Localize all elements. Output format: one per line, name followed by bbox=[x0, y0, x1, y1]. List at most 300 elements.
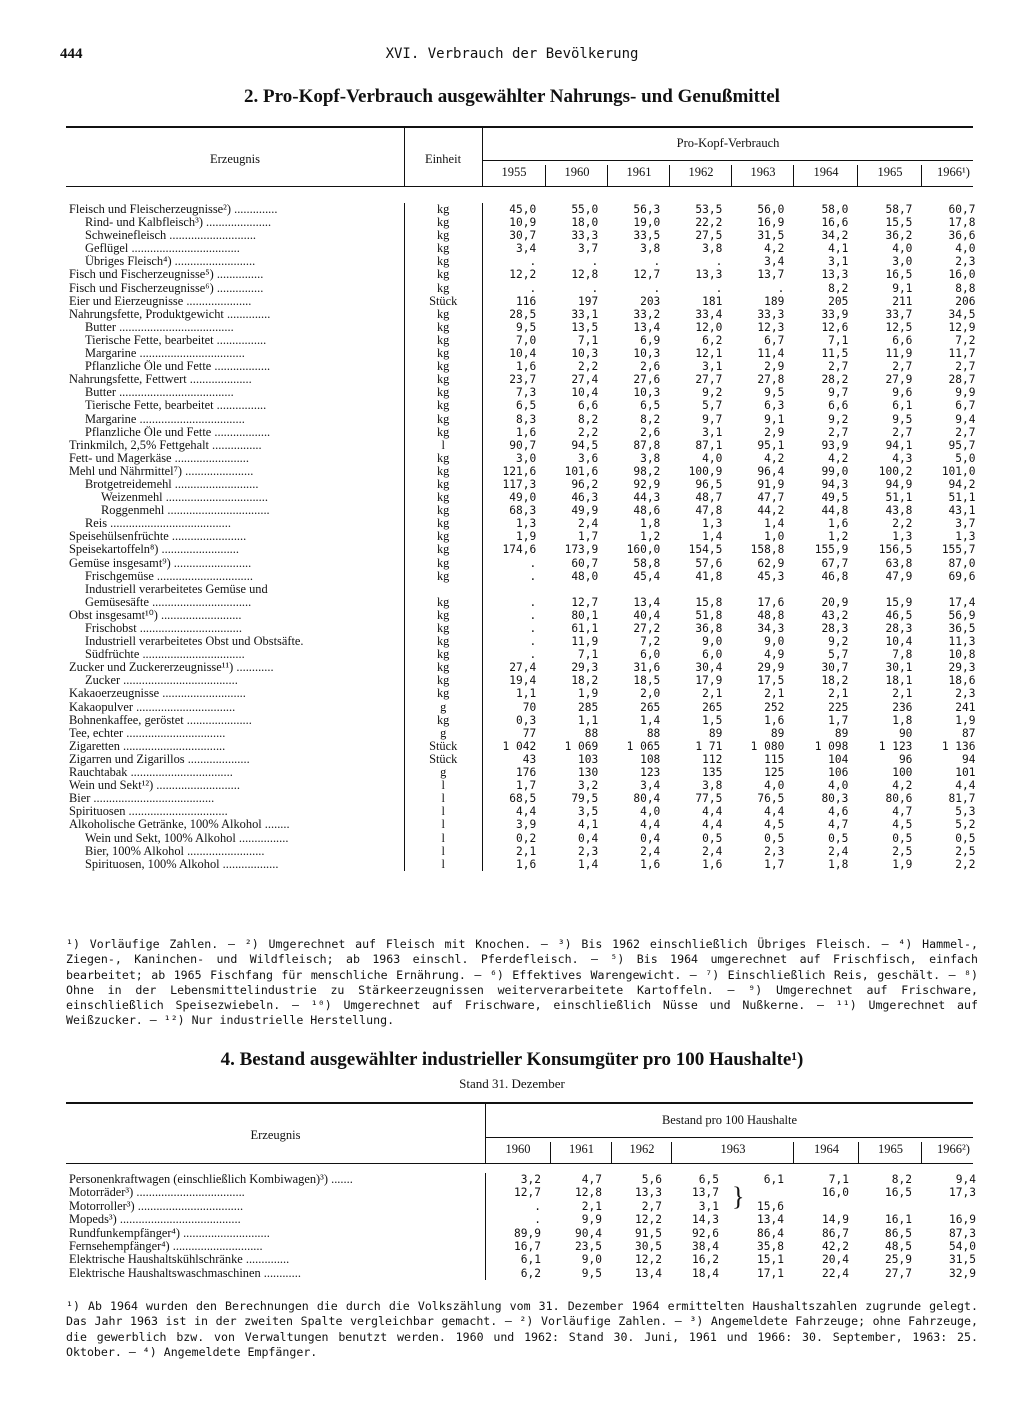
row-unit: kg bbox=[404, 386, 482, 399]
row-value: 33,7 bbox=[885, 307, 913, 321]
table-row bbox=[66, 360, 984, 373]
row-value: 12,2 bbox=[635, 1253, 662, 1267]
row-value: 0,5 bbox=[764, 831, 785, 845]
row-value: 6,5 bbox=[516, 399, 537, 413]
row-value: 1,6 bbox=[828, 517, 849, 531]
row-value: 81,7 bbox=[948, 792, 976, 806]
row-value: 2,1 bbox=[828, 687, 849, 701]
row-value: 9,0 bbox=[702, 635, 723, 649]
row-value: 7,1 bbox=[578, 333, 599, 347]
row-value: 3,0 bbox=[516, 451, 537, 465]
row-value: 1,4 bbox=[640, 713, 661, 727]
row-value: 44,3 bbox=[633, 491, 661, 505]
table2-title: 2. Pro-Kopf-Verbrauch ausgewählter Nahrungs- und Genußmittel bbox=[244, 86, 780, 107]
row-value: 6,7 bbox=[764, 333, 785, 347]
row-value: 48,8 bbox=[757, 608, 785, 622]
row-value: 0,5 bbox=[892, 831, 913, 845]
row-value: 16,7 bbox=[514, 1240, 541, 1254]
row-value: . bbox=[653, 255, 661, 269]
row-value: 6,9 bbox=[640, 333, 661, 347]
row-value: 12,2 bbox=[635, 1213, 662, 1227]
row-value: 1,7 bbox=[764, 857, 785, 871]
row-value: 13,7 bbox=[757, 268, 785, 282]
row-value: 36,2 bbox=[885, 229, 913, 243]
table4-year-header: 1966²) bbox=[921, 1142, 985, 1163]
row-value: 27,4 bbox=[571, 373, 599, 387]
row-value: 7,3 bbox=[516, 386, 537, 400]
row-value: 6,5 bbox=[640, 399, 661, 413]
row-value: 1 042 bbox=[502, 739, 537, 753]
row-value: 18,2 bbox=[571, 674, 599, 688]
row-value: 70 bbox=[522, 700, 537, 714]
row-label: Rauchtabak ................................. bbox=[69, 766, 233, 780]
row-value: 48,7 bbox=[695, 491, 723, 505]
row-value: 174,6 bbox=[502, 543, 537, 557]
row-label: Zucker ..................................... bbox=[85, 674, 238, 688]
table-row bbox=[66, 216, 984, 229]
row-unit: Stück bbox=[404, 295, 482, 308]
row-unit: kg bbox=[404, 714, 482, 727]
row-value: 31,5 bbox=[949, 1253, 976, 1267]
row-value: 4,0 bbox=[828, 779, 849, 793]
row-value: 1,6 bbox=[764, 713, 785, 727]
row-value: 1,3 bbox=[702, 517, 723, 531]
row-value: 13,3 bbox=[695, 268, 723, 282]
row-label: Rundfunkempfänger⁴) ............................ bbox=[66, 1227, 485, 1240]
row-value: 87,0 bbox=[948, 556, 976, 570]
row-value: . bbox=[534, 1213, 541, 1227]
row-unit: kg bbox=[404, 399, 482, 412]
row-label: Brotgetreidemehl ........................... bbox=[85, 477, 259, 491]
row-value: 197 bbox=[578, 294, 599, 308]
row-value: 87,1 bbox=[695, 438, 723, 452]
row-value: 17,9 bbox=[695, 674, 723, 688]
row-value: . bbox=[591, 281, 599, 295]
row-value bbox=[856, 583, 920, 596]
row-value: 9,4 bbox=[955, 1173, 976, 1186]
row-value: 13,4 bbox=[757, 1213, 784, 1227]
row-value: 10,3 bbox=[571, 347, 599, 361]
row-label: Spirituosen, 100% Alkohol .................. bbox=[85, 857, 279, 871]
row-unit: kg bbox=[404, 609, 482, 622]
table-row bbox=[66, 1200, 984, 1213]
row-value: 0,4 bbox=[578, 831, 599, 845]
row-value: 95,1 bbox=[757, 438, 785, 452]
row-value: 18,2 bbox=[821, 674, 849, 688]
row-unit: Stück bbox=[404, 740, 482, 753]
table-row bbox=[66, 478, 984, 491]
row-value: 27,5 bbox=[695, 229, 723, 243]
row-value: 16,0 bbox=[948, 268, 976, 282]
row-label: Mopeds³) ....................................... bbox=[66, 1213, 485, 1226]
row-value: 6,1 bbox=[892, 399, 913, 413]
row-value: 265 bbox=[640, 700, 661, 714]
row-value: 135 bbox=[702, 766, 723, 780]
row-value: 11,3 bbox=[948, 635, 976, 649]
row-value: 2,1 bbox=[516, 844, 537, 858]
row-value: 176 bbox=[516, 766, 537, 780]
row-value: 104 bbox=[828, 752, 849, 766]
row-value: 5,6 bbox=[641, 1173, 662, 1186]
table-row bbox=[66, 740, 984, 753]
row-value: 92,9 bbox=[633, 477, 661, 491]
row-unit: kg bbox=[404, 543, 482, 556]
table4-brace: } bbox=[732, 1182, 745, 1211]
row-value: 7,8 bbox=[892, 648, 913, 662]
row-value: 112 bbox=[702, 752, 723, 766]
row-label: Schweinefleisch ............................ bbox=[85, 229, 257, 243]
row-value: 96,2 bbox=[571, 477, 599, 491]
row-value: 13,3 bbox=[635, 1186, 662, 1200]
row-value: 101,0 bbox=[941, 464, 976, 478]
row-value: 6,5 bbox=[698, 1173, 719, 1186]
row-value: 4,1 bbox=[578, 818, 599, 832]
row-label: Zigarren und Zigarillos .................... bbox=[69, 752, 250, 766]
row-value: 28,3 bbox=[821, 622, 849, 635]
row-unit: kg bbox=[404, 687, 482, 700]
row-unit: kg bbox=[404, 452, 482, 465]
row-value: 12,6 bbox=[821, 320, 849, 334]
row-value: 6,2 bbox=[520, 1266, 541, 1280]
row-value: 285 bbox=[578, 700, 599, 714]
row-label: Zucker und Zuckererzeugnisse¹¹) ............ bbox=[69, 661, 274, 675]
row-value: 30,7 bbox=[821, 661, 849, 675]
row-value: 205 bbox=[828, 294, 849, 308]
row-value: 1,1 bbox=[578, 713, 599, 727]
row-value: 1 136 bbox=[941, 739, 976, 753]
row-value: 3,1 bbox=[702, 425, 723, 439]
row-label: Pflanzliche Öle und Fette .................. bbox=[85, 425, 271, 439]
row-value: 4,4 bbox=[640, 818, 661, 832]
row-value: 46,3 bbox=[571, 491, 599, 505]
row-value: 12,8 bbox=[571, 268, 599, 282]
row-label: Eier und Eierzeugnisse ..................... bbox=[69, 294, 252, 308]
row-value: 16,9 bbox=[949, 1213, 976, 1227]
row-label: Margarine .................................. bbox=[85, 347, 245, 361]
row-value: 1,3 bbox=[955, 530, 976, 544]
table-row bbox=[66, 347, 984, 360]
row-unit: kg bbox=[404, 255, 482, 268]
row-value: . bbox=[529, 635, 537, 649]
row-value: 8,2 bbox=[891, 1173, 912, 1186]
row-value: 61,1 bbox=[571, 622, 599, 635]
row-value: 99,0 bbox=[821, 464, 849, 478]
row-value: 31,6 bbox=[633, 661, 661, 675]
row-value: 33,3 bbox=[757, 307, 785, 321]
row-value: 1 098 bbox=[814, 739, 849, 753]
row-value: 4,9 bbox=[764, 648, 785, 662]
row-value: 6,3 bbox=[764, 399, 785, 413]
row-value: 3,4 bbox=[640, 779, 661, 793]
row-label: Margarine .................................. bbox=[85, 412, 245, 426]
row-value: 116 bbox=[516, 294, 537, 308]
row-value: 18,6 bbox=[948, 674, 976, 688]
row-value: 9,5 bbox=[516, 320, 537, 334]
row-value: 7,2 bbox=[640, 635, 661, 649]
table-row bbox=[66, 845, 984, 858]
row-value: 45,4 bbox=[633, 569, 661, 583]
row-value: 44,2 bbox=[757, 504, 785, 518]
row-value: 36,6 bbox=[948, 229, 976, 243]
row-value bbox=[920, 583, 983, 596]
row-value: 2,5 bbox=[955, 844, 976, 858]
row-label: Industriell verarbeitetes Obst und Obstsäfte. bbox=[85, 635, 304, 649]
row-value: 4,0 bbox=[955, 242, 976, 256]
row-label: Tierische Fette, bearbeitet ................ bbox=[85, 399, 267, 413]
table-row bbox=[66, 386, 984, 399]
row-value: 27,8 bbox=[757, 373, 785, 387]
row-value: 1,6 bbox=[516, 360, 537, 374]
row-value: 30,4 bbox=[695, 661, 723, 675]
table4-title: 4. Bestand ausgewählter industrieller Konsumgüter pro 100 Haushalte¹) bbox=[220, 1049, 804, 1070]
table4-year-header: 1964 bbox=[793, 1142, 859, 1163]
row-value: 9,7 bbox=[828, 386, 849, 400]
row-value: 20,4 bbox=[822, 1253, 849, 1267]
row-value: 3,7 bbox=[578, 242, 599, 256]
row-value: 15,1 bbox=[757, 1253, 784, 1267]
row-value: . bbox=[534, 1199, 541, 1213]
table-row bbox=[66, 832, 984, 845]
row-value: 29,9 bbox=[757, 661, 785, 675]
row-value: 4,6 bbox=[828, 805, 849, 819]
table-row bbox=[66, 439, 984, 452]
row-value: 1,3 bbox=[892, 530, 913, 544]
row-label: Motorroller³) .................................. bbox=[66, 1200, 485, 1213]
table2-col-product: Erzeugnis bbox=[210, 152, 260, 166]
row-value: 31,5 bbox=[757, 229, 785, 243]
row-value: 58,7 bbox=[885, 203, 913, 216]
table4-footnotes bbox=[66, 1299, 978, 1360]
table-row bbox=[66, 1240, 984, 1253]
row-value: 88 bbox=[584, 726, 599, 740]
row-value: 49,0 bbox=[509, 491, 537, 505]
row-value: 96,4 bbox=[757, 464, 785, 478]
row-value: 2,1 bbox=[764, 687, 785, 701]
row-value: 2,0 bbox=[640, 687, 661, 701]
row-unit: kg bbox=[404, 203, 482, 216]
row-value: 4,7 bbox=[581, 1173, 602, 1186]
table4-header-rule bbox=[66, 1163, 973, 1164]
table2-col-unit: Einheit bbox=[424, 152, 462, 166]
table-row bbox=[66, 1227, 984, 1240]
row-value: 89 bbox=[770, 726, 785, 740]
row-value: . bbox=[529, 595, 537, 609]
row-value: 0,5 bbox=[955, 831, 976, 845]
row-value: 3,4 bbox=[516, 242, 537, 256]
table4-subtitle: Stand 31. Dezember bbox=[459, 1076, 565, 1091]
row-unit: l bbox=[404, 858, 482, 871]
row-value: 11,9 bbox=[571, 635, 599, 649]
row-value: 16,5 bbox=[885, 1186, 912, 1200]
row-label: Frischobst ................................. bbox=[85, 622, 242, 635]
table-row bbox=[66, 268, 984, 281]
row-value: 4,2 bbox=[764, 451, 785, 465]
row-value: 2,5 bbox=[892, 844, 913, 858]
row-value: 17,1 bbox=[757, 1266, 784, 1280]
row-value: 62,9 bbox=[757, 556, 785, 570]
row-value: 9,9 bbox=[955, 386, 976, 400]
row-value: 33,2 bbox=[633, 307, 661, 321]
row-value: 43,8 bbox=[885, 504, 913, 518]
row-value: 18,5 bbox=[633, 674, 661, 688]
table-row bbox=[66, 321, 984, 334]
table-row bbox=[66, 373, 984, 386]
row-value: 9,5 bbox=[892, 412, 913, 426]
row-label: Tee, echter ................................ bbox=[69, 726, 226, 740]
table4-year-header: 1965 bbox=[858, 1142, 922, 1163]
row-value: 5,7 bbox=[702, 399, 723, 413]
row-value: 42,2 bbox=[822, 1240, 849, 1254]
table-row bbox=[66, 557, 984, 570]
row-label: Mehl und Nährmittel⁷) ...................... bbox=[69, 464, 254, 478]
row-value: 3,2 bbox=[520, 1173, 541, 1186]
table2-body bbox=[66, 203, 984, 871]
row-value: 23,5 bbox=[575, 1240, 602, 1254]
row-value: 27,7 bbox=[885, 1266, 912, 1280]
row-value: 4,2 bbox=[764, 242, 785, 256]
table-row bbox=[66, 674, 984, 687]
row-value: 80,4 bbox=[633, 792, 661, 806]
row-value: 7,0 bbox=[516, 333, 537, 347]
row-value: 17,3 bbox=[949, 1186, 976, 1200]
row-value: 4,4 bbox=[702, 805, 723, 819]
row-value: 206 bbox=[955, 294, 976, 308]
row-value: 1,3 bbox=[516, 517, 537, 531]
row-value: 7,1 bbox=[828, 333, 849, 347]
row-value: 10,4 bbox=[509, 347, 537, 361]
row-label: Gemüse insgesamt⁹) ......................... bbox=[69, 556, 252, 570]
row-value: 13,4 bbox=[633, 320, 661, 334]
row-value: 4,5 bbox=[892, 818, 913, 832]
row-label: Trinkmilch, 2,5% Fettgehalt ................ bbox=[69, 438, 262, 452]
table-row bbox=[66, 805, 984, 818]
table2-year-header: 1963 bbox=[731, 165, 794, 186]
table-row bbox=[66, 609, 984, 622]
row-unit: l bbox=[404, 805, 482, 818]
row-label: Frischgemüse ............................... bbox=[85, 569, 253, 583]
table4-footnotes-text: ¹) Ab 1964 wurden den Berechnungen die durch die Volkszählung vom 31. Dezember 1964 ermittelten Haushaltszahlen zugrunde gelegt. Das Jahr 1963 ist in der zweiten Spalte vergleichbar gemacht. — ²) Vorläufige Zahlen. — ³) Angemeldete Fahrzeuge; ohne Fahrzeuge, die gewerblich bzw. von Verwaltungen benutzt werden. 1960 und 1962: Stand 30. Juni, 1961 und 1966: 30. September, 1963: 25. Oktober. — ⁴) Angemeldete Empfänger. bbox=[66, 1299, 978, 1359]
row-value: 34,2 bbox=[821, 229, 849, 243]
row-label: Tierische Fette, bearbeitet ................ bbox=[85, 333, 267, 347]
row-value: 13,5 bbox=[571, 320, 599, 334]
row-value: 94 bbox=[962, 752, 976, 766]
row-value: 15,8 bbox=[695, 595, 723, 609]
row-unit: Stück bbox=[404, 753, 482, 766]
row-value: 19,0 bbox=[633, 216, 661, 230]
row-value: 94,5 bbox=[571, 438, 599, 452]
table-row bbox=[66, 334, 984, 347]
table-row bbox=[66, 570, 984, 583]
table4-group-rule bbox=[486, 1137, 973, 1138]
row-value: 36,5 bbox=[948, 622, 976, 635]
chapter-heading: XVI. Verbrauch der Bevölkerung bbox=[385, 46, 639, 62]
row-value: 6,6 bbox=[828, 399, 849, 413]
row-value: 252 bbox=[764, 700, 785, 714]
row-value: 0,3 bbox=[516, 713, 537, 727]
row-label: Kakaopulver ................................ bbox=[69, 700, 236, 714]
row-value: 4,0 bbox=[640, 805, 661, 819]
table-row bbox=[66, 295, 984, 308]
row-value: 1,2 bbox=[828, 530, 849, 544]
row-value: 241 bbox=[955, 700, 976, 714]
row-value: 25,9 bbox=[885, 1253, 912, 1267]
row-value: 17,5 bbox=[757, 674, 785, 688]
row-value: 4,2 bbox=[892, 779, 913, 793]
row-label: Nahrungsfette, Produktgewicht .............. bbox=[69, 307, 271, 321]
row-value: 2,7 bbox=[641, 1199, 662, 1213]
row-value: 6,1 bbox=[763, 1173, 784, 1186]
row-value: 17,4 bbox=[948, 595, 976, 609]
table-row bbox=[66, 727, 984, 740]
row-value: 60,7 bbox=[948, 203, 976, 216]
row-value: 2,4 bbox=[828, 844, 849, 858]
row-value: 27,7 bbox=[695, 373, 723, 387]
row-value: 3,0 bbox=[892, 255, 913, 269]
row-value: 189 bbox=[764, 294, 785, 308]
row-value: 2,7 bbox=[892, 360, 913, 374]
row-label: Motorräder³) ................................... bbox=[66, 1186, 485, 1199]
row-value: 1 069 bbox=[564, 739, 599, 753]
row-value: 79,5 bbox=[571, 792, 599, 806]
row-value: 8,2 bbox=[578, 412, 599, 426]
row-value: 30,1 bbox=[885, 661, 913, 675]
row-value: 2,2 bbox=[955, 857, 976, 871]
row-unit: kg bbox=[404, 648, 482, 661]
row-value: 9,9 bbox=[581, 1213, 602, 1227]
table-row bbox=[66, 242, 984, 255]
row-value: 89 bbox=[708, 726, 723, 740]
row-value: 28,5 bbox=[509, 307, 537, 321]
row-value: 51,1 bbox=[948, 491, 976, 505]
table-row bbox=[66, 504, 984, 517]
row-value: 29,3 bbox=[571, 661, 599, 675]
row-value: 12,9 bbox=[948, 320, 976, 334]
row-value: 12,3 bbox=[757, 320, 785, 334]
row-value: 45,0 bbox=[509, 203, 537, 216]
row-value: 90,7 bbox=[509, 438, 537, 452]
row-value: 9,5 bbox=[581, 1266, 602, 1280]
row-value: 33,5 bbox=[633, 229, 661, 243]
row-value: 77 bbox=[522, 726, 537, 740]
row-value: 2,7 bbox=[892, 425, 913, 439]
row-value: 4,0 bbox=[764, 779, 785, 793]
row-unit: kg bbox=[404, 674, 482, 687]
row-value: 56,0 bbox=[757, 203, 785, 216]
row-unit: kg bbox=[404, 321, 482, 334]
row-label: Gemüsesäfte ................................ bbox=[85, 595, 252, 609]
row-value: 1 123 bbox=[878, 739, 913, 753]
row-unit: kg bbox=[404, 242, 482, 255]
row-value: . bbox=[529, 281, 537, 295]
row-value: 92,6 bbox=[692, 1226, 719, 1240]
row-value: 11,4 bbox=[757, 347, 785, 361]
row-value: 3,8 bbox=[640, 451, 661, 465]
row-value: 1,2 bbox=[640, 530, 661, 544]
row-label: Bohnenkaffee, geröstet ..................... bbox=[69, 713, 252, 727]
row-value: 89 bbox=[834, 726, 849, 740]
row-unit: kg bbox=[404, 360, 482, 373]
row-unit: kg bbox=[404, 413, 482, 426]
row-unit: l bbox=[404, 818, 482, 831]
row-value: 14,3 bbox=[692, 1213, 719, 1227]
table-row bbox=[66, 308, 984, 321]
table-row bbox=[66, 635, 984, 648]
table2-year-header: 1955 bbox=[501, 165, 527, 179]
row-value: 16,6 bbox=[821, 216, 849, 230]
table4-year-header: 1963 bbox=[671, 1142, 794, 1163]
row-unit: kg bbox=[404, 504, 482, 517]
row-value: 58,0 bbox=[821, 203, 849, 216]
